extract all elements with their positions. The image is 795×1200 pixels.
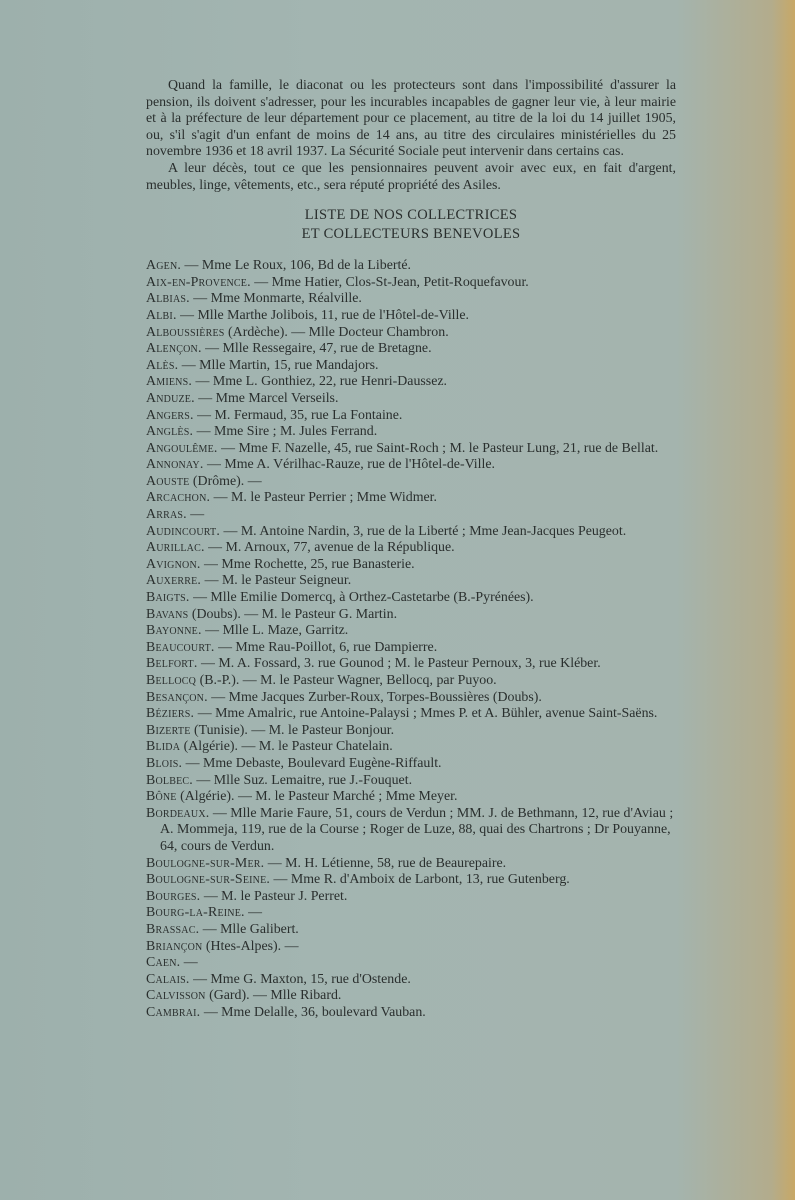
entry-text: — Mme R. d'Amboix de Larbont, 13, rue Gutenberg. [270,872,570,888]
list-item [146,1005,676,1022]
list-item [146,656,676,673]
entry-text: — M. le Pasteur J. Perret. [200,888,348,904]
entry-text: — M. Arnoux, 77, avenue de la République. [204,540,455,556]
list-item [146,922,676,939]
entry-city: Calvisson [146,988,206,1004]
entry-text: — Mlle Ressegaire, 47, rue de Bretagne. [201,341,432,357]
list-item [146,358,676,375]
entry-city: Bolbec. [146,772,193,788]
entry-city: Bourg-la-Reine. [146,905,245,921]
entry-text: — Mme Rau-Poillot, 6, rue Dampierre. [214,639,438,655]
list-item [146,441,676,458]
entry-text: (Tunisie). — M. le Pasteur Bonjour. [190,722,395,738]
entry-city: Angers. [146,407,194,423]
list-item [146,955,676,972]
entry-city: Brassac. [146,921,200,937]
list-item [146,723,676,740]
entry-city: Bavans [146,606,189,622]
list-item [146,590,676,607]
entry-city: Baigts. [146,590,190,606]
entry-text: — Mme L. Gonthiez, 22, rue Henri-Daussez. [192,374,448,390]
collector-list [146,258,676,1021]
entry-text: — Mme Monmarte, Réalville. [189,291,362,307]
list-item [146,474,676,491]
entry-city: Agen. [146,258,182,274]
entry-text: — Mme Rochette, 25, rue Banasterie. [200,556,415,572]
list-item [146,275,676,292]
entry-text: — Mlle Martin, 15, rue Mandajors. [178,357,379,373]
entry-city: Alboussières [146,324,225,340]
entry-city: Anglès. [146,424,194,440]
entry-city: Boulogne-sur-Seine. [146,872,271,888]
entry-city: Amiens. [146,374,193,390]
entry-text: — M. le Pasteur Perrier ; Mme Widmer. [210,490,437,506]
intro-section [146,78,676,194]
entry-city: Auxerre. [146,573,202,589]
entry-text: (Gard). — Mlle Ribard. [205,988,342,1004]
entry-text: — Mme A. Vérilhac-Rauze, rue de l'Hôtel-de-Ville. [203,457,496,473]
list-item [146,308,676,325]
entry-city: Alençon. [146,341,202,357]
entry-city: Angoulême. [146,440,218,456]
entry-text: (Algérie). — M. le Pasteur Chatelain. [180,739,393,755]
list-item [146,988,676,1005]
list-item [146,806,676,856]
entry-text: — Mlle Marthe Jolibois, 11, rue de l'Hôtel-de-Ville. [176,307,470,323]
entry-city: Briançon [146,938,203,954]
entry-text: — Mme G. Maxton, 15, rue d'Ostende. [189,971,411,987]
entry-city: Annonay. [146,457,204,473]
entry-city: Alès. [146,357,179,373]
list-item [146,690,676,707]
entry-city: Arcachon. [146,490,211,506]
entry-city: Besançon. [146,689,208,705]
list-item [146,939,676,956]
entry-city: Aouste [146,473,190,489]
entry-text: — M. A. Fossard, 3. rue Gounod ; M. le Pasteur Pernoux, 3, rue Kléber. [197,656,601,672]
entry-text: — M. le Pasteur Seigneur. [201,573,352,589]
entry-text: — Mme Sire ; M. Jules Ferrand. [193,424,378,440]
entry-city: Beaucourt. [146,639,215,655]
entry-city: Avignon. [146,556,201,572]
entry-text: (Drôme). — [189,473,262,489]
entry-text: — Mlle Emilie Domercq, à Orthez-Castetarbe (B.-Pyrénées). [189,590,534,606]
list-item [146,457,676,474]
list-item [146,374,676,391]
heading-line: LISTE DE NOS COLLECTRICES [304,207,518,224]
entry-city: Aurillac. [146,540,205,556]
entry-text: — Mme Debaste, Boulevard Eugène-Riffault. [182,755,442,771]
list-item [146,557,676,574]
list-item [146,424,676,441]
entry-city: Aix-en-Provence. [146,274,251,290]
entry-city: Audincourt. [146,523,220,539]
list-item [146,391,676,408]
list-item [146,607,676,624]
intro-paragraph: A leur décès, tout ce que les pensionnaires peuvent avoir avec eux, en fait d'argent, meubles, linge, vêtements, etc., sera réputé propriété des Asiles. [146,160,676,193]
list-heading [146,206,676,244]
list-item [146,789,676,806]
entry-city: Bône [146,789,177,805]
list-item [146,739,676,756]
list-item [146,507,676,524]
entry-city: Bordeaux. [146,805,210,821]
intro-paragraph: Quand la famille, le diaconat ou les protecteurs sont dans l'impossibilité d'assurer la pension, ils doivent s'adresser, pour les incurables incapables de gagner leur vie, à leur mairie et à la préfecture de leur département pour ce placement, au titre de la loi du 14 juillet 1905, ou, s'il s'agit d'un enfant de moins de 14 ans, au titre des circulaires ministérielles du 25 novembre 1936 et 18 avril 1937. La Sécurité Sociale peut intervenir dans certains cas. [146,78,676,160]
entry-text: — Mme Le Roux, 106, Bd de la Liberté. [181,258,411,274]
entry-text: — Mlle L. Maze, Garritz. [201,623,349,639]
list-item [146,856,676,873]
heading-line: ET COLLECTEURS BENEVOLES [301,226,521,243]
list-item [146,408,676,425]
list-item [146,540,676,557]
entry-city: Caen. [146,955,181,971]
list-item [146,325,676,342]
entry-text: — Mme Jacques Zurber-Roux, Torpes-Boussières (Doubs). [207,689,542,705]
entry-city: Bizerte [146,722,191,738]
entry-city: Calais. [146,971,190,987]
entry-text: — [244,905,263,921]
list-item [146,623,676,640]
page-content [146,78,676,1021]
list-item [146,291,676,308]
entry-text: — Mme Hatier, Clos-St-Jean, Petit-Roquefavour. [250,274,529,290]
entry-text: — [180,955,198,971]
entry-city: Arras. [146,507,187,523]
entry-text: (Doubs). — M. le Pasteur G. Martin. [188,606,398,622]
list-item [146,490,676,507]
entry-text: — Mlle Suz. Lemaitre, rue J.-Fouquet. [192,772,413,788]
entry-text: (Htes-Alpes). — [202,938,299,954]
entry-text: — Mme F. Nazelle, 45, rue Saint-Roch ; M. le Pasteur Lung, 21, rue de Bellat. [217,440,659,456]
entry-text: — [186,507,205,523]
entry-city: Béziers. [146,706,195,722]
entry-city: Bayonne. [146,623,202,639]
entry-city: Blida [146,739,181,755]
entry-text: (B.-P.). — M. le Pasteur Wagner, Bellocq, par Puyoo. [196,673,497,688]
entry-text: — M. Antoine Nardin, 3, rue de la Liberté ; Mme Jean-Jacques Peugeot. [220,523,627,539]
entry-city: Albi. [146,307,177,323]
list-item [146,640,676,657]
list-item [146,773,676,790]
entry-text: — Mlle Galibert. [199,921,299,937]
entry-text: — M. H. Létienne, 58, rue de Beaurepaire. [264,855,507,871]
list-item [146,673,676,690]
entry-text: — Mme Delalle, 36, boulevard Vauban. [200,1004,426,1020]
entry-text: — M. Fermaud, 35, rue La Fontaine. [193,407,403,423]
entry-city: Bellocq [146,673,197,688]
entry-city: Anduze. [146,390,195,406]
entry-text: (Algérie). — M. le Pasteur Marché ; Mme Meyer. [176,789,458,805]
list-item [146,258,676,275]
entry-text: (Ardèche). — Mlle Docteur Chambron. [224,324,449,340]
entry-city: Bourges. [146,888,201,904]
list-item [146,524,676,541]
list-item [146,341,676,358]
list-item [146,706,676,723]
list-item [146,889,676,906]
list-item [146,756,676,773]
list-item [146,573,676,590]
entry-text: — Mme Amalric, rue Antoine-Palaysi ; Mmes P. et A. Bühler, avenue Saint-Saëns. [194,706,658,722]
entry-city: Cambrai. [146,1004,201,1020]
list-item [146,905,676,922]
entry-city: Boulogne-sur-Mer. [146,855,265,871]
entry-text: — Mme Marcel Verseils. [194,390,339,406]
entry-city: Albias. [146,291,190,307]
list-item [146,872,676,889]
entry-text: — Mlle Marie Faure, 51, cours de Verdun ; MM. J. de Bethmann, 12, rue d'Aviau ; A. Mommeja, 119, rue de la Course ; Roger de Luze, 88, quai des Chartrons ; Dr Pouyanne, 64, cours de Verdun. [160,805,674,854]
entry-city: Blois. [146,755,183,771]
list-item [146,972,676,989]
entry-city: Belfort. [146,656,198,672]
